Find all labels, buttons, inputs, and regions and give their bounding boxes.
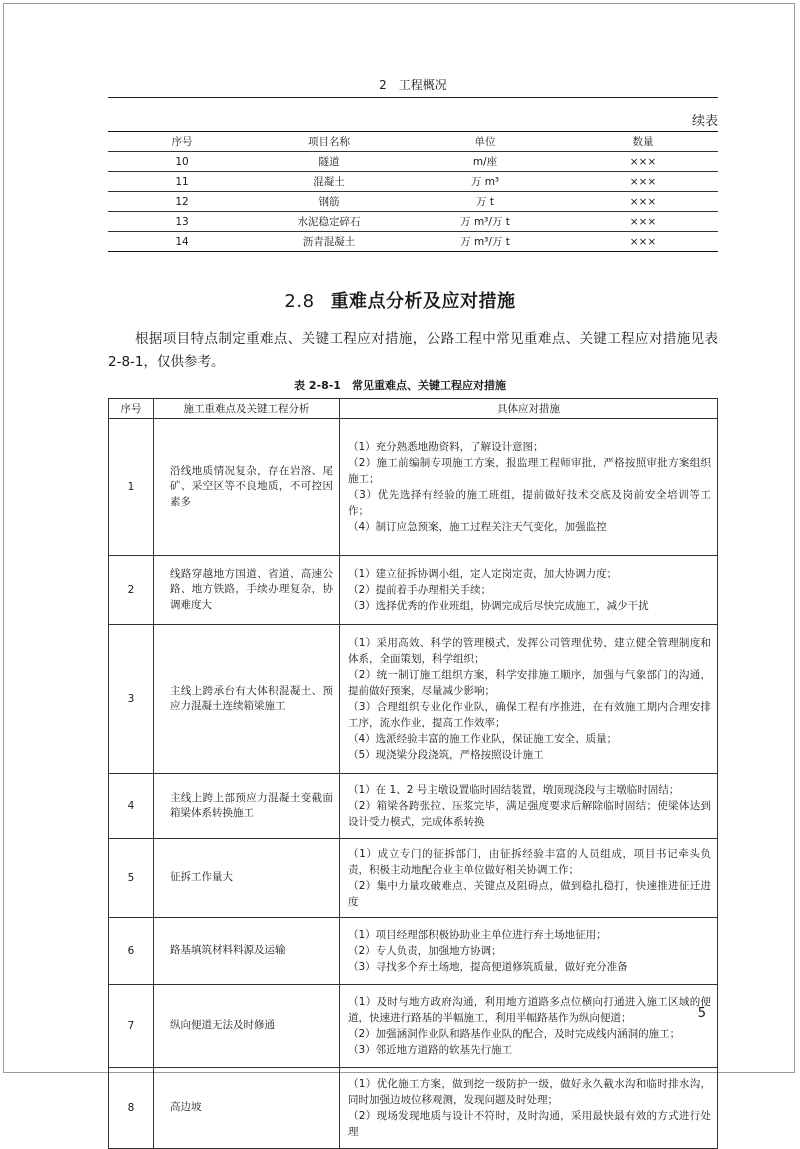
difficulty-cell: 路基填筑材料料源及运输 [154, 918, 340, 985]
column-header: 项目名称 [256, 132, 402, 152]
table-cell: 钢筋 [256, 192, 402, 212]
table-cell: 14 [108, 232, 256, 252]
measures-cell [340, 419, 718, 556]
measure-item: （4）选派经验丰富的施工作业队，保证施工安全、质量； [348, 733, 618, 745]
measure-item: （1）充分熟悉地勘资料，了解设计意图； [348, 441, 544, 453]
table-cell: 12 [108, 192, 256, 212]
section-heading: 重难点分析及应对措施 [330, 291, 516, 312]
difficulty-cell: 征拆工作量大 [154, 839, 340, 918]
table-cell: 隧道 [256, 152, 402, 172]
measure-item: （1）建立征拆协调小组，定人定岗定责，加大协调力度； [348, 568, 618, 580]
measure-item: （1）在 1、2 号主墩设置临时固结装置，墩顶现浇段与主墩临时固结； [348, 784, 680, 796]
table-cell: 11 [108, 172, 256, 192]
row-number: 3 [109, 625, 154, 774]
measure-item: （5）现浇梁分段浇筑，严格按照设计施工 [348, 749, 544, 761]
difficulty-cell: 沿线地质情况复杂，存在岩溶、尾矿、采空区等不良地质，不可控因素多 [154, 419, 340, 556]
table-cell: 万 t [402, 192, 568, 212]
measure-item: （3）选择优秀的作业班组，协调完成后尽快完成施工，减少干扰 [348, 600, 649, 612]
table-cell: m/座 [402, 152, 568, 172]
table-cell: ××× [568, 172, 718, 192]
measure-item: （3）合理组织专业化作业队，确保工程有序推进，在有效施工期内合理安排工序，流水作业，提高工作效率； [348, 701, 711, 729]
table-cell: ××× [568, 192, 718, 212]
table-row [108, 192, 718, 212]
difficulty-cell: 高边坡 [154, 1068, 340, 1149]
measure-item: （4）制订应急预案，施工过程关注天气变化，加强监控 [348, 521, 607, 533]
table-row [109, 625, 718, 774]
row-number: 8 [109, 1068, 154, 1149]
continued-label: 续表 [691, 114, 718, 129]
running-header: 2 工程概况 [379, 78, 447, 92]
measures-cell [340, 556, 718, 625]
difficulty-cell: 主线上跨承台有大体积混凝土、预应力混凝土连续箱梁施工 [154, 625, 340, 774]
table-cell: 万 m³/万 t [402, 232, 568, 252]
table-row [109, 839, 718, 918]
table-row [108, 212, 718, 232]
table-cell: 沥青混凝土 [256, 232, 402, 252]
measure-item: （1）及时与地方政府沟通，利用地方道路多点位横向打通进入施工区域的便道，快速进行路基的半幅施工，利用半幅路基作为纵向便道； [348, 996, 711, 1024]
measures-cell [340, 985, 718, 1068]
header-rule [108, 97, 718, 98]
table-row [109, 918, 718, 985]
measure-item: （1）优化施工方案，做到挖一级防护一级，做好永久截水沟和临时排水沟，同时加强边坡位移观测，发现问题及时处理； [348, 1078, 711, 1106]
measure-item: （2）集中力量攻破难点、关键点及阻碍点，做到稳扎稳打，快速推进征迁进度 [348, 880, 711, 908]
row-number: 4 [109, 774, 154, 839]
measure-item: （3）寻找多个弃土场地，提高便道修筑质量，做好充分准备 [348, 961, 628, 973]
measures-cell [340, 774, 718, 839]
difficulty-cell: 主线上跨上部预应力混凝土变截面箱梁体系转换施工 [154, 774, 340, 839]
page-number: 5 [697, 1006, 706, 1021]
table-row [109, 556, 718, 625]
measures-table [108, 398, 718, 1149]
column-header: 序号 [109, 399, 154, 419]
row-number: 6 [109, 918, 154, 985]
measure-item: （2）提前着手办理相关手续； [348, 584, 492, 596]
table-cell: ××× [568, 152, 718, 172]
measure-item: （2）统一制订施工组织方案，科学安排施工顺序，加强与气象部门的沟通，提前做好预案，尽量减少影响； [348, 669, 711, 697]
table-cell: ××× [568, 232, 718, 252]
row-number: 7 [109, 985, 154, 1068]
table-row [108, 172, 718, 192]
measure-item: （2）现场发现地质与设计不符时，及时沟通，采用最快最有效的方式进行处理 [348, 1110, 711, 1138]
table-cell: 万 m³ [402, 172, 568, 192]
table-cell: ××× [568, 212, 718, 232]
measure-item: （1）采用高效、科学的管理模式，发挥公司管理优势，建立健全管理制度和体系，全面策划，科学组织； [348, 637, 711, 665]
table-cell: 水泥稳定碎石 [256, 212, 402, 232]
column-header: 单位 [402, 132, 568, 152]
table-row [109, 1068, 718, 1149]
measures-cell [340, 1068, 718, 1149]
measure-item: （1）项目经理部积极协助业主单位进行弃土场地征用； [348, 929, 607, 941]
measures-cell [340, 625, 718, 774]
measure-item: （2）箱梁各跨张拉、压浆完毕，满足强度要求后解除临时固结；使梁体达到设计受力模式，完成体系转换 [348, 800, 711, 828]
measure-item: （1）成立专门的征拆部门，由征拆经验丰富的人员组成，项目书记牵头负责，积极主动地配合业主单位做好相关协调工作； [348, 848, 711, 876]
difficulty-cell: 纵向便道无法及时修通 [154, 985, 340, 1068]
section-title [0, 287, 800, 313]
measure-item: （2）专人负责，加强地方协调； [348, 945, 502, 957]
body-paragraph: 根据项目特点制定重难点、关键工程应对措施，公路工程中常见重难点、关键工程应对措施见表 2-8-1，仅供参考。 [108, 331, 718, 370]
row-number: 2 [109, 556, 154, 625]
column-header: 施工重难点及关键工程分析 [154, 399, 340, 419]
difficulty-cell: 线路穿越地方国道、省道、高速公路、地方铁路，手续办理复杂，协调难度大 [154, 556, 340, 625]
column-header: 数量 [568, 132, 718, 152]
table-row [109, 985, 718, 1068]
column-header: 序号 [108, 132, 256, 152]
table-header-row [108, 132, 718, 152]
row-number: 5 [109, 839, 154, 918]
measure-item: （3）优先选择有经验的施工班组，提前做好技术交底及岗前安全培训等工作； [348, 489, 711, 517]
measures-cell [340, 918, 718, 985]
table-row [108, 152, 718, 172]
table-cell: 13 [108, 212, 256, 232]
measure-item: （2）加强涵洞作业队和路基作业队的配合，及时完成线内涵洞的施工； [348, 1028, 681, 1040]
quantity-table [108, 131, 718, 252]
section-number: 2.8 [284, 291, 315, 312]
table-row [109, 419, 718, 556]
table-row [109, 774, 718, 839]
table-cell: 万 m³/万 t [402, 212, 568, 232]
measure-item: （2）施工前编制专项施工方案，报监理工程师审批，严格按照审批方案组织施工； [348, 457, 711, 485]
measures-cell [340, 839, 718, 918]
table-row [108, 232, 718, 252]
table-caption: 表 2-8-1 常见重难点、关键工程应对措施 [294, 379, 506, 392]
table-header-row [109, 399, 718, 419]
table-cell: 混凝土 [256, 172, 402, 192]
measure-item: （3）邻近地方道路的软基先行施工 [348, 1044, 513, 1056]
table-cell: 10 [108, 152, 256, 172]
column-header: 具体应对措施 [340, 399, 718, 419]
row-number: 1 [109, 419, 154, 556]
